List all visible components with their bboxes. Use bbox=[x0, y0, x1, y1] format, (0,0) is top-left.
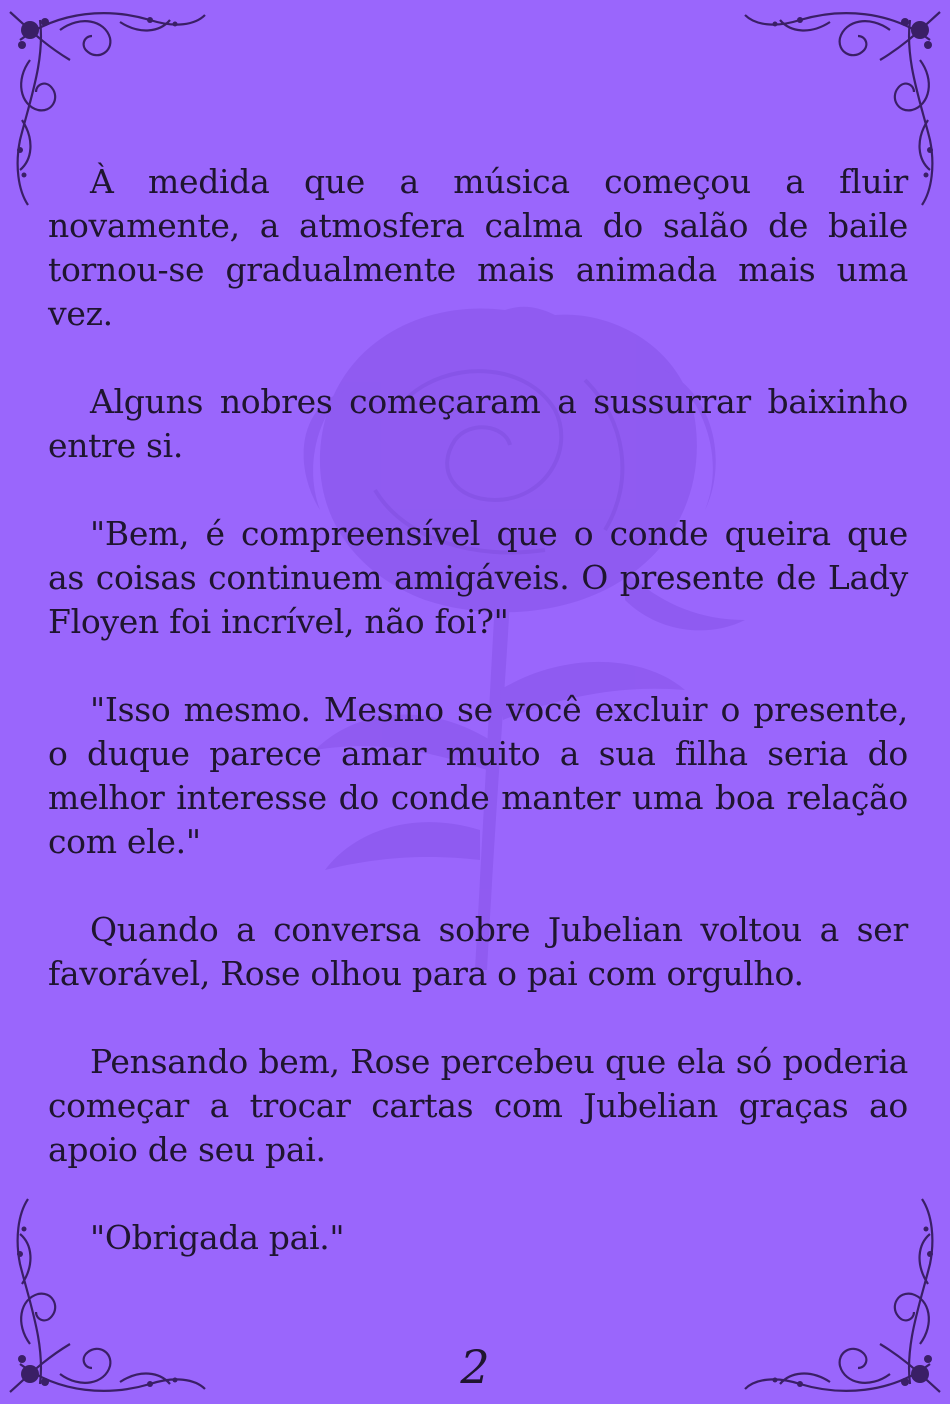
paragraph: Quando a conversa sobre Jubelian voltou a ser favorável, Rose olhou para o pai com orgulho. bbox=[48, 910, 908, 993]
page-number: 2 bbox=[460, 1340, 490, 1394]
paragraph: Pensando bem, Rose percebeu que ela só poderia começar a trocar cartas com Jubelian graças ao apoio de seu pai. bbox=[48, 1042, 908, 1169]
story-text bbox=[48, 160, 908, 1304]
paragraph: "Obrigada pai." bbox=[90, 1218, 345, 1257]
paragraph: À medida que a música começou a fluir novamente, a atmosfera calma do salão de baile tornou-se gradualmente mais animada mais uma vez. bbox=[48, 162, 908, 333]
paragraph: "Isso mesmo. Mesmo se você excluir o presente, o duque parece amar muito a sua filha seria do melhor interesse do conde manter uma boa relação com ele." bbox=[48, 690, 908, 861]
paragraph: Alguns nobres começaram a sussurrar baixinho entre si. bbox=[48, 382, 908, 465]
paragraph: "Bem, é compreensível que o conde queira que as coisas continuem amigáveis. O presente de Lady Floyen foi incrível, não foi?" bbox=[48, 514, 908, 641]
